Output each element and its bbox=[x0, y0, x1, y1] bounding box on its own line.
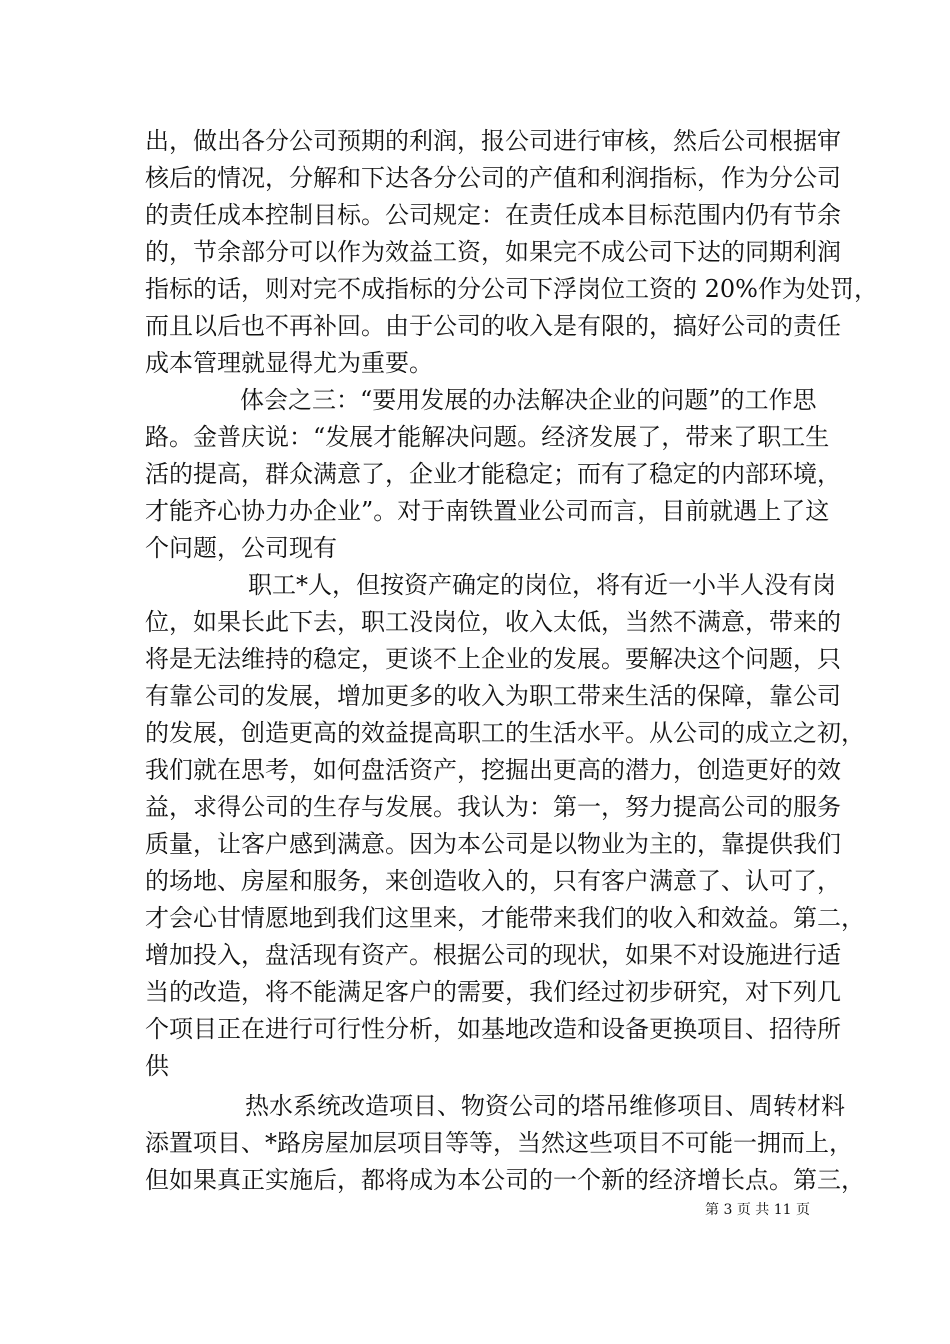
page-footer: 第 3 页 共 11 页 bbox=[705, 1202, 810, 1218]
body-line: 指标的话，则对完不成指标的分公司下浮岗位工资的 20%作为处罚， bbox=[145, 275, 878, 303]
body-line: 的责任成本控制目标。公司规定：在责任成本目标范围内仍有节余 bbox=[145, 201, 841, 229]
body-line: 的场地、房屋和服务，来创造收入的，只有客户满意了、认可了， bbox=[145, 867, 841, 895]
body-line: 成本管理就显得尤为重要。 bbox=[145, 349, 433, 377]
body-line: 而且以后也不再补回。由于公司的收入是有限的，搞好公司的责任 bbox=[145, 312, 841, 340]
body-line: 但如果真正实施后，都将成为本公司的一个新的经济增长点。第三， bbox=[145, 1166, 865, 1194]
body-line: 有靠公司的发展，增加更多的收入为职工带来生活的保障，靠公司 bbox=[145, 682, 841, 710]
body-line: 位，如果长此下去，职工没岗位，收入太低，当然不满意，带来的 bbox=[145, 608, 841, 636]
body-line: 才能齐心协力办企业”。对于南铁置业公司而言，目前就遇上了这 bbox=[145, 497, 830, 525]
body-line: 个问题，公司现有 bbox=[145, 534, 337, 562]
body-line: 将是无法维持的稳定，更谈不上企业的发展。要解决这个问题，只 bbox=[145, 645, 841, 673]
body-line: 添置项目、*路房屋加层项目等等，当然这些项目不可能一拥而上， bbox=[145, 1129, 853, 1157]
body-line: 的发展，创造更高的效益提高职工的生活水平。从公司的成立之初， bbox=[145, 719, 865, 747]
paragraph-heading-line: 体会之三：“要用发展的办法解决企业的问题”的工作思 bbox=[240, 386, 817, 414]
body-line: 当的改造，将不能满足客户的需要，我们经过初步研究，对下列几 bbox=[145, 978, 841, 1006]
body-line-indented: 职工*人，但按资产确定的岗位，将有近一小半人没有岗 bbox=[248, 571, 836, 599]
body-line: 出，做出各分公司预期的利润，报公司进行审核，然后公司根据审 bbox=[145, 127, 841, 155]
body-line: 核后的情况，分解和下达各分公司的产值和利润指标，作为分公司 bbox=[145, 164, 841, 192]
body-line: 的，节余部分可以作为效益工资，如果完不成公司下达的同期利润 bbox=[145, 238, 841, 266]
body-line: 质量，让客户感到满意。因为本公司是以物业为主的，靠提供我们 bbox=[145, 830, 841, 858]
body-line: 路。金普庆说：“发展才能解决问题。经济发展了，带来了职工生 bbox=[145, 423, 830, 451]
body-line: 益，求得公司的生存与发展。我认为：第一，努力提高公司的服务 bbox=[145, 793, 841, 821]
body-line: 我们就在思考，如何盘活资产，挖掘出更高的潜力，创造更好的效 bbox=[145, 756, 841, 784]
body-line: 增加投入，盘活现有资产。根据公司的现状，如果不对设施进行适 bbox=[145, 941, 841, 969]
body-line-indented: 热水系统改造项目、物资公司的塔吊维修项目、周转材料 bbox=[245, 1092, 845, 1120]
body-line: 个项目正在进行可行性分析，如基地改造和设备更换项目、招待所 bbox=[145, 1015, 841, 1043]
body-line: 供 bbox=[145, 1052, 169, 1080]
body-line: 活的提高，群众满意了，企业才能稳定；而有了稳定的内部环境， bbox=[145, 460, 841, 488]
body-line: 才会心甘情愿地到我们这里来，才能带来我们的收入和效益。第二， bbox=[145, 904, 865, 932]
